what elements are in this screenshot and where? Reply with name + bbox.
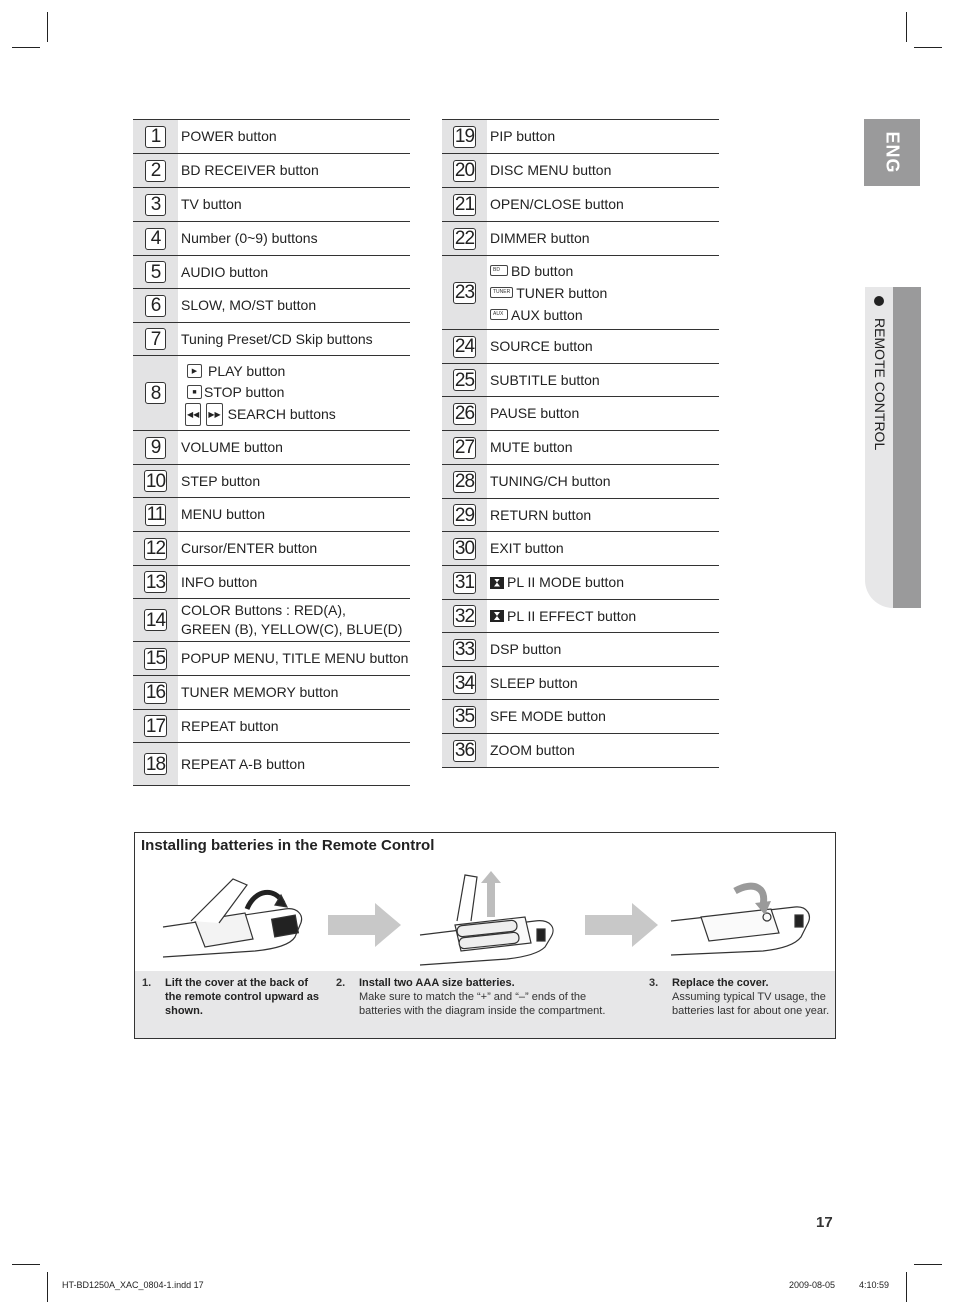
- step-number: 1.: [142, 977, 152, 989]
- table-row: [442, 700, 719, 734]
- remote-replace-cover-illustration: [671, 886, 809, 955]
- item-label: PL II MODE button: [507, 574, 624, 590]
- table-row: [442, 633, 719, 667]
- item-number: 6: [145, 295, 166, 317]
- item-label: COLOR Buttons : RED(A),: [181, 602, 346, 618]
- item-label: Cursor/ENTER button: [181, 540, 318, 556]
- item-number: 20: [454, 160, 475, 181]
- item-number: 1: [145, 126, 166, 148]
- crop-mark: [12, 1264, 40, 1265]
- item-number: 10: [145, 470, 166, 492]
- language-tab: [864, 119, 920, 186]
- table-row: [442, 499, 719, 532]
- table-row: [133, 154, 410, 188]
- item-label: POPUP MENU, TITLE MENU button: [181, 650, 409, 666]
- section-label: [869, 292, 891, 492]
- item-label: ZOOM button: [490, 742, 575, 758]
- item-number: 8: [145, 382, 166, 404]
- item-label: INFO button: [181, 573, 258, 590]
- item-label: REPEAT button: [181, 717, 279, 734]
- battery-instructions: [134, 832, 836, 1039]
- item-number: 29: [454, 504, 475, 526]
- dolby-icon: [490, 610, 504, 622]
- table-row: [133, 323, 410, 356]
- bd-icon: BD: [490, 265, 508, 276]
- table-row: [442, 154, 719, 188]
- crop-mark: [47, 12, 48, 42]
- item-label: MENU button: [181, 506, 266, 522]
- item-label: TUNER MEMORY button: [181, 684, 339, 700]
- arrow-icon: [328, 903, 401, 947]
- crop-mark: [12, 47, 40, 48]
- table-row: [133, 356, 410, 431]
- item-label: AUDIO button: [181, 263, 269, 280]
- dolby-icon: [490, 577, 504, 589]
- table-row: [133, 120, 410, 154]
- battery-illustration: [135, 865, 835, 971]
- step-text: Assuming typical TV usage, the batteries last for about one year.: [672, 991, 830, 1017]
- table-row: [133, 465, 410, 498]
- section-title: REMOTE CONTROL: [872, 318, 888, 451]
- item-number: 34: [454, 672, 475, 694]
- crop-mark: [914, 1264, 942, 1265]
- table-row: [133, 743, 410, 786]
- crop-mark: [47, 1272, 48, 1302]
- step-number: 2.: [336, 977, 346, 989]
- arrow-icon: [585, 903, 658, 947]
- table-row: [442, 734, 719, 768]
- item-number: 24: [454, 336, 475, 357]
- button-table-right: [442, 119, 719, 768]
- table-row: [442, 397, 719, 431]
- table-row: [442, 465, 719, 499]
- item-label: SFE MODE button: [490, 708, 606, 724]
- footer-time: 4:10:59: [859, 1280, 890, 1290]
- item-number: 12: [145, 538, 166, 559]
- step-title: Lift the cover at the back of the remote control upward as shown.: [165, 977, 320, 1017]
- play-icon: ▶: [187, 364, 202, 378]
- item-label: VOLUME button: [181, 439, 283, 455]
- item-number: 19: [454, 126, 475, 147]
- item-label: TUNING/CH button: [490, 473, 611, 489]
- item-label: TUNER button: [516, 284, 608, 301]
- item-label: PIP button: [490, 128, 556, 144]
- item-number: 36: [454, 740, 475, 761]
- item-number: 5: [145, 261, 166, 283]
- table-row: [442, 566, 719, 600]
- item-number: 28: [454, 471, 475, 492]
- item-number: 7: [145, 328, 166, 350]
- item-label: RETURN button: [490, 506, 592, 523]
- item-label: GREEN (B), YELLOW(C), BLUE(D): [181, 621, 403, 637]
- step-title: Install two AAA size batteries.: [359, 977, 515, 989]
- footer-filename: HT-BD1250A_XAC_0804-1.indd 17: [62, 1280, 204, 1290]
- battery-steps: [135, 971, 835, 1038]
- item-number: 35: [454, 706, 475, 727]
- item-number: 22: [454, 228, 475, 249]
- bullet-icon: [874, 296, 884, 306]
- item-number: 23: [454, 282, 475, 303]
- table-row: [442, 330, 719, 364]
- item-label: TV button: [181, 196, 242, 212]
- table-row: [133, 498, 410, 532]
- item-label: SUBTITLE button: [490, 371, 600, 388]
- item-number: 30: [454, 538, 475, 559]
- step-text: Make sure to match the “+” and “–” ends of the batteries with the diagram inside the compartment.: [359, 991, 606, 1017]
- table-row: [133, 710, 410, 743]
- item-number: 4: [145, 228, 166, 250]
- item-number: 27: [454, 437, 475, 458]
- remote-install-batteries-illustration: [420, 871, 553, 965]
- item-number: 11: [146, 504, 165, 525]
- item-label: DIMMER button: [490, 230, 590, 246]
- item-number: 21: [454, 194, 475, 215]
- item-label: BD RECEIVER button: [181, 162, 319, 178]
- item-label: PLAY button: [208, 362, 286, 379]
- crop-mark: [906, 12, 907, 42]
- item-label: Number (0~9) buttons: [181, 230, 318, 246]
- item-label: SOURCE button: [490, 338, 593, 354]
- item-label: SLEEP button: [490, 674, 578, 691]
- table-row: [442, 532, 719, 566]
- table-row: [133, 566, 410, 599]
- item-number: 32: [454, 605, 475, 627]
- table-row: [442, 667, 719, 700]
- table-row: [133, 431, 410, 465]
- crop-mark: [914, 47, 942, 48]
- item-number: 3: [145, 194, 166, 216]
- table-row: [442, 120, 719, 154]
- item-label: DISC MENU button: [490, 162, 612, 178]
- step-number: 3.: [649, 977, 659, 989]
- footer-date: 2009-08-05: [789, 1280, 836, 1290]
- item-number: 14: [145, 609, 166, 631]
- table-row: [442, 188, 719, 222]
- item-number: 25: [454, 369, 475, 391]
- step-title: Replace the cover.: [672, 977, 769, 989]
- item-number: 26: [454, 403, 475, 424]
- table-row: [133, 188, 410, 222]
- item-number: 31: [454, 572, 475, 593]
- search-icon: ◀◀: [185, 403, 201, 426]
- item-number: 16: [145, 682, 166, 703]
- table-row: [442, 600, 719, 633]
- tuner-icon: TUNER: [490, 287, 513, 298]
- item-number: 13: [145, 571, 166, 593]
- item-label: AUX button: [511, 306, 583, 323]
- table-row: [442, 256, 719, 330]
- table-row: [442, 431, 719, 465]
- item-number: 17: [145, 715, 166, 737]
- table-row: [133, 676, 410, 710]
- item-label: Tuning Preset/CD Skip buttons: [181, 330, 373, 347]
- table-row: [133, 289, 410, 323]
- item-label: STEP button: [181, 472, 261, 489]
- aux-icon: AUX: [490, 309, 508, 320]
- item-label: STOP button: [204, 383, 285, 400]
- battery-title: Installing batteries in the Remote Control: [141, 837, 435, 854]
- item-number: 33: [454, 639, 475, 660]
- item-label: SEARCH buttons: [227, 405, 336, 422]
- item-label: BD button: [511, 262, 574, 279]
- stop-icon: ■: [187, 385, 202, 399]
- item-number: 2: [145, 160, 166, 182]
- crop-mark: [906, 1272, 907, 1302]
- table-row: [133, 599, 410, 642]
- language-label: ENG: [882, 131, 903, 174]
- item-number: 15: [145, 648, 166, 669]
- remote-lift-cover-illustration: [163, 879, 302, 957]
- item-label: SLOW, MO/ST button: [181, 297, 317, 313]
- table-row: [133, 532, 410, 566]
- table-row: [133, 222, 410, 256]
- table-row: [442, 364, 719, 397]
- item-label: POWER button: [181, 128, 277, 144]
- item-number: 18: [145, 753, 166, 775]
- item-label: REPEAT A-B button: [181, 755, 305, 772]
- table-row: [133, 256, 410, 289]
- item-label: EXIT button: [490, 540, 564, 556]
- table-row: [133, 642, 410, 676]
- item-label: DSP button: [490, 641, 562, 657]
- item-label: PAUSE button: [490, 405, 580, 421]
- item-label: PL II EFFECT button: [507, 607, 637, 624]
- item-label: OPEN/CLOSE button: [490, 196, 624, 212]
- section-tab-dark: [893, 287, 921, 608]
- button-table-left: [133, 119, 410, 786]
- search-icon: ▶▶: [206, 403, 222, 426]
- page-number: 17: [816, 1214, 833, 1231]
- table-row: [442, 222, 719, 256]
- item-label: MUTE button: [490, 439, 573, 455]
- item-number: 9: [145, 437, 166, 459]
